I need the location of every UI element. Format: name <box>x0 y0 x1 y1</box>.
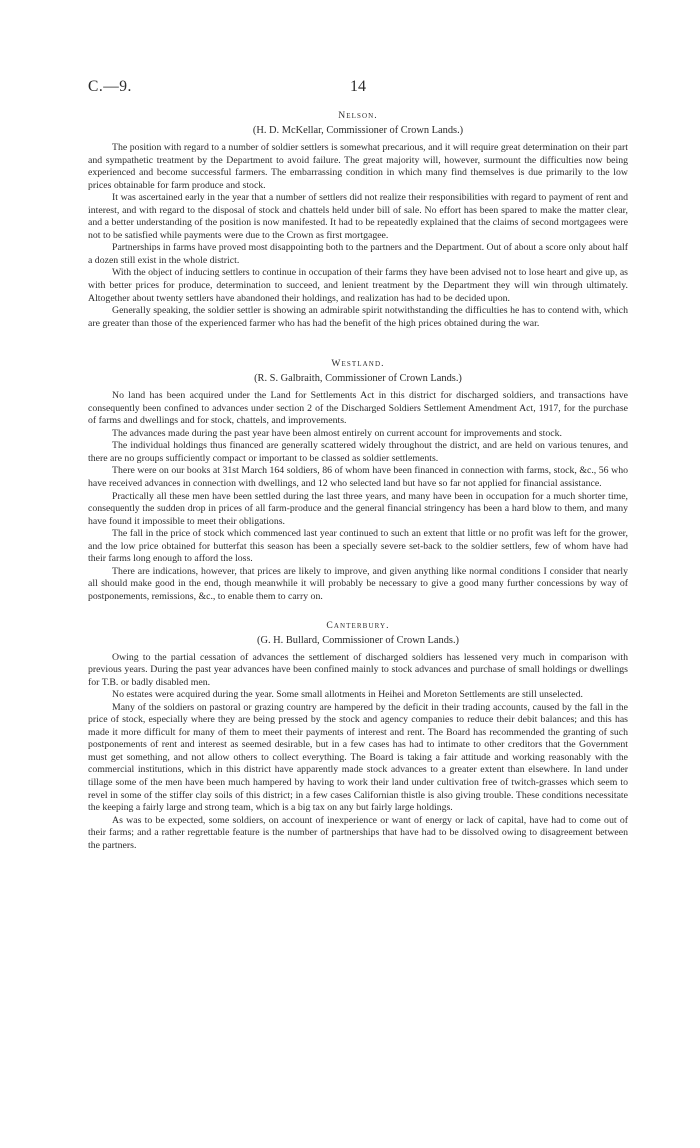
document-page <box>88 78 628 852</box>
paragraph: As was to be expected, some soldiers, on account of inexperience or want of energy or lack of capital, have had to come out of their farms; and a rather regrettable feature is the number of partnerships that have had to be dissolved owing to disagreement between the partners. <box>88 814 628 851</box>
section-nelson <box>88 110 628 330</box>
section-spacer <box>88 604 628 612</box>
section-spacer <box>88 330 628 350</box>
paragraph: No land has been acquired under the Land for Settlements Act in this district for discharged soldiers, and transactions have consequently been confined to advances under section 2 of the Discharged Soldiers Settlement Amendment Act, 1917, for the purchase of farms and dwellings and for stock, chattels, and improvements. <box>88 390 628 427</box>
paragraph: The position with regard to a number of soldier settlers is somewhat precarious, and it will require great determination on their part and sympathetic treatment by the Department to avoid failure. The great majority will, however, surmount the difficulties now being experienced and become successful farmers. The embarrassing condition in which many find themselves is due primarily to the low prices obtainable for farm produce and stock. <box>88 142 628 191</box>
paragraph: The fall in the price of stock which commenced last year continued to such an extent that little or no profit was left for the grower, and the low price obtained for butterfat this season has been a specially severe set-back to the soldier settlers, few of whom have had their farms long enough to afford the loss. <box>88 528 628 565</box>
section-byline: (R. S. Galbraith, Commissioner of Crown Lands.) <box>254 373 462 385</box>
page-header <box>88 78 628 102</box>
paragraph: The advances made during the past year have been almost entirely on current account for improvements and stock. <box>112 427 562 439</box>
paragraph: Many of the soldiers on pastoral or grazing country are hampered by the deficit in their trading accounts, caused by the fall in the price of stock, especially where they are being pressed by the stock and agency companies to reduce their debit balances; and this has made it more difficult for many of them to meet their payments of interest and rent. The Board has recommended the granting of such postponements of rent and interest as seemed desirable, but in a few cases has had to intimate to other creditors that the Government must get something, and not allow others to collect everything. The Board is taking a fair attitude and working reasonably with the commercial institutions, which in this district have apparently made stock advances to a greater extent than elsewhere. In land under tillage some of the men have been much hampered by having to work their land under cultivation free of twitch-grasses which seem to revel in some of the stiffer clay soils of this district; in a few cases Californian thistle is also giving trouble. These conditions necessitate the keeping a fairly large and strong team, which is a big tax on any but fairly large holdings. <box>88 701 628 814</box>
section-title: Nelson. <box>338 110 378 121</box>
paragraph: There were on our books at 31st March 164 soldiers, 86 of whom have been financed in connection with farms, stock, &c., 56 who have received advances in connection with dwellings, and 12 who selected land but have so far not applied for financial assistance. <box>88 465 628 490</box>
paragraph: With the object of inducing settlers to continue in occupation of their farms they have been advised not to lose heart and give up, as with better prices for produce, determination to succeed, and lenient treatment by the Department they will win through ultimately. Altogether about twenty settlers have abandoned their holdings, and realization has had to be decided upon. <box>88 267 628 304</box>
section-byline: (H. D. McKellar, Commissioner of Crown Lands.) <box>252 125 464 136</box>
paragraph: No estates were acquired during the year. Some small allotments in Heihei and Moreton Settlements are still unselected. <box>112 689 583 701</box>
paragraph: It was ascertained early in the year that a number of settlers did not realize their responsibilities with regard to payment of rent and interest, and with regard to the disposal of stock and chattels held under bill of sale. No effort has been spared to make the matter clear, and a better understanding of the position is now manifested. It had to be repeatedly explained that the claims of second mortgagees were not to be satisfied while payments were due to the Crown as first mortgagee. <box>88 192 628 241</box>
paragraph: The individual holdings thus financed are generally scattered widely throughout the district, and are held on various tenures, and there are no groups sufficiently compact or important to be classed as soldier settlements. <box>88 440 628 464</box>
section-canterbury <box>88 620 628 853</box>
paragraph: Owing to the partial cessation of advances the settlement of discharged soldiers has lessened very much in comparison with previous years. During the past year advances have been confined mainly to stock advances and purchase of small holdings or dwellings for T.B. or badly disabled men. <box>88 651 628 688</box>
section-westland <box>88 358 628 603</box>
paragraph: There are indications, however, that prices are likely to improve, and given anything like normal conditions I consider that nearly all should make good in the end, though meanwhile it will probably be necessary to give a good many further concessions by way of postponements, remissions, &c., to enable them to carry on. <box>88 565 628 602</box>
paragraph: Practically all these men have been settled during the last three years, and many have been in occupation for a much shorter time, consequently the sudden drop in prices of all farm-produce and the general financial stringency has been a hard blow to them, and many have found it impossible to meet their obligations. <box>88 490 628 527</box>
paragraph: Generally speaking, the soldier settler is showing an admirable spirit notwithstanding the difficulties he has to contend with, which are greater than those of the experienced farmer who has had the benefit of the high prices obtained during the war. <box>88 305 628 329</box>
section-title: Canterbury. <box>326 619 390 631</box>
section-byline: (G. H. Bullard, Commissioner of Crown Lands.) <box>256 634 460 646</box>
paragraph: Partnerships in farms have proved most disappointing both to the partners and the Department. Out of about a score only about half a dozen still exist in the whole district. <box>88 242 628 266</box>
page-number: 14 <box>350 78 366 95</box>
section-title: Westland. <box>331 358 385 370</box>
document-reference: C.—9. <box>88 78 132 95</box>
